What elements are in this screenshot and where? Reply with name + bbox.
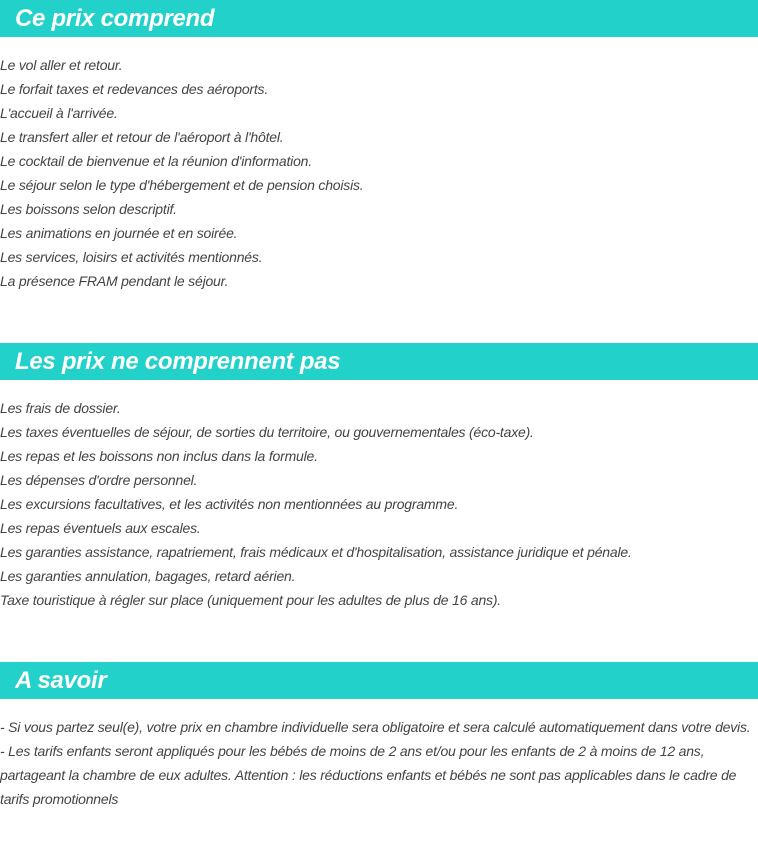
list-item: Les dépenses d'ordre personnel. — [0, 472, 198, 488]
info-paragraph: - Les tarifs enfants seront appliqués pour les bébés de moins de 2 ans et/ou pour les enfants de 2 à moins de 12 ans, partageant la chambre de eux adultes. Attention : les réductions enfants et bébés ne sont pas applicables dans le cadre de tarifs promotionnels — [0, 743, 737, 807]
list-item: Les boissons selon descriptif. — [0, 201, 177, 217]
list-item: La présence FRAM pendant le séjour. — [0, 273, 229, 289]
info-paragraph: - Si vous partez seul(e), votre prix en chambre individuelle sera obligatoire et sera calculé automatiquement dans votre devis. — [0, 719, 751, 735]
list-item: Les excursions facultatives, et les activités non mentionnées au programme. — [0, 496, 459, 512]
section-header-excluded — [0, 343, 758, 380]
list-item: Le transfert aller et retour de l'aéroport à l'hôtel. — [0, 129, 284, 145]
list-item: Les taxes éventuelles de séjour, de sorties du territoire, ou gouvernementales (éco-taxe). — [0, 424, 534, 440]
list-item: Les animations en journée et en soirée. — [0, 225, 238, 241]
list-item: Le séjour selon le type d'hébergement et de pension choisis. — [0, 177, 364, 193]
list-item: L'accueil à l'arrivée. — [0, 105, 118, 121]
section-title-included: Ce prix comprend — [15, 5, 215, 32]
list-item: Le vol aller et retour. — [0, 57, 123, 73]
section-header-included — [0, 0, 758, 37]
list-item: Le forfait taxes et redevances des aéroports. — [0, 81, 269, 97]
list-item: Les garanties assistance, rapatriement, frais médicaux et d'hospitalisation, assistance juridique et pénale. — [0, 544, 632, 560]
section-header-info — [0, 662, 758, 699]
list-item: Les services, loisirs et activités mentionnés. — [0, 249, 263, 265]
list-item: Les frais de dossier. — [0, 400, 121, 416]
info-text — [0, 715, 758, 811]
list-item: Le cocktail de bienvenue et la réunion d'information. — [0, 153, 312, 169]
list-item: Les garanties annulation, bagages, retard aérien. — [0, 568, 296, 584]
excluded-list — [0, 396, 758, 612]
included-list — [0, 53, 758, 293]
section-title-excluded: Les prix ne comprennent pas — [15, 348, 341, 375]
list-item: Les repas éventuels aux escales. — [0, 520, 201, 536]
section-title-info: A savoir — [15, 667, 107, 694]
list-item: Taxe touristique à régler sur place (uniquement pour les adultes de plus de 16 ans). — [0, 592, 501, 608]
list-item: Les repas et les boissons non inclus dans la formule. — [0, 448, 318, 464]
